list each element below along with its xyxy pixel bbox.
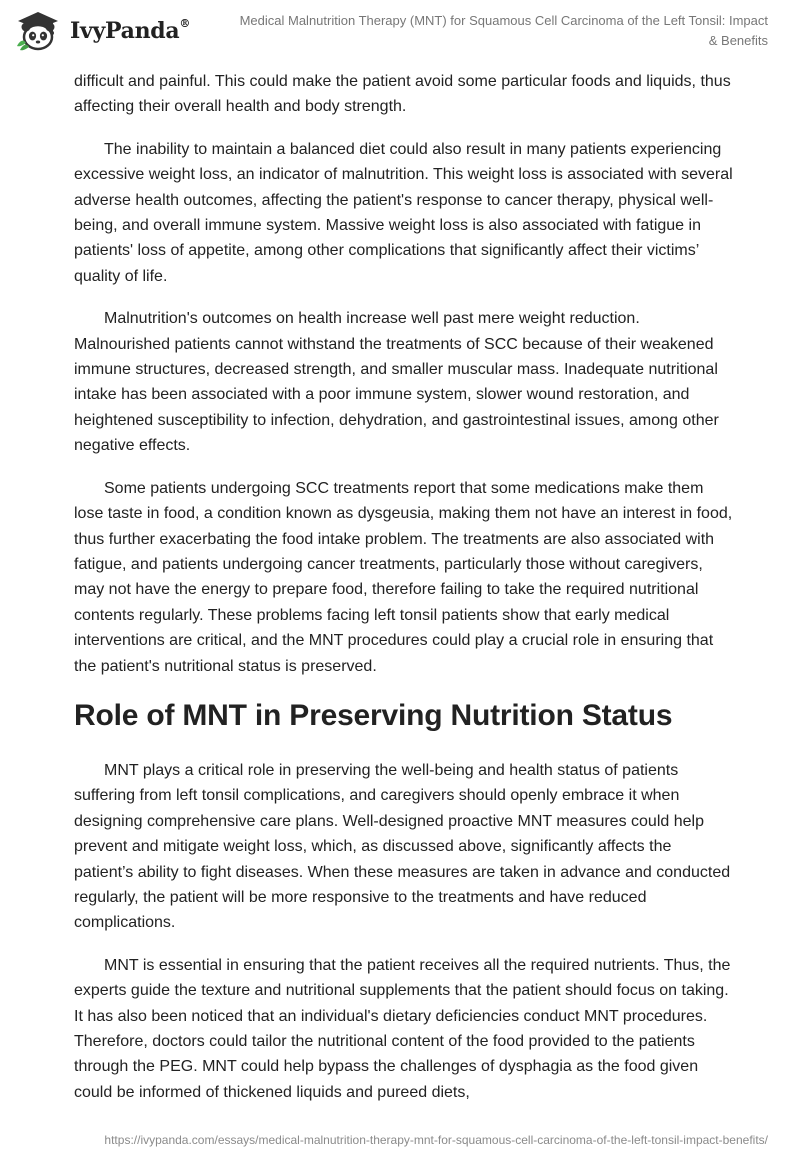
paragraph-mnt-nutrients: MNT is essential in ensuring that the patient receives all the required nutrients. Thus, the experts guide the texture and nutritional supplements that the patient should focus on taking. It has also been noticed that an individual's dietary deficiencies conduct MNT procedures. Therefore, doctors could tailor the nutritional content of the food provided to the patients through the PEG. MNT could help bypass the challenges of dysphagia as the food given could be informed of thickened liquids and pureed diets, xyxy=(74,956,731,1101)
paragraph-weight-loss: The inability to maintain a balanced diet could also result in many patients experiencing excessive weight loss, an indicator of malnutrition. This weight loss is associated with several adverse health outcomes, affecting the patient's response to cancer therapy, physical well-being, and overall immune system. Massive weight loss is also associated with fatigue in patients' loss of appetite, among other complications that significantly affect their victims’ quality of life. xyxy=(74,140,733,285)
page-header xyxy=(0,0,800,70)
source-url[interactable]: https://ivypanda.com/essays/medical-malnutrition-therapy-mnt-for-squamous-cell-carcinoma-of-the-left-tonsil-impact-benefits/ xyxy=(104,1133,768,1147)
article-body xyxy=(74,69,734,1122)
panda-graduate-logo-icon xyxy=(14,8,64,52)
paragraph-mnt-role: MNT plays a critical role in preserving the well-being and health status of patients suffering from left tonsil complications, and caregivers should openly embrace it when designing comprehensive care plans. Well-designed proactive MNT measures could help prevent and mitigate weight loss, which, as discussed above, significantly affects the patient’s ability to fight diseases. When these measures are taken in advance and conducted regularly, the patient will be more responsive to the treatments and have reduced complications. xyxy=(74,761,731,932)
ivypanda-logo-link[interactable] xyxy=(14,8,190,52)
paragraph-malnutrition-outcomes: Malnutrition's outcomes on health increase well past mere weight reduction. Malnourished patients cannot withstand the treatments of SCC because of their weakened immune structures, decreased strength, and smaller muscular mass. Inadequate nutritional intake has been associated with a poor immune system, slower wound restoration, and heightened susceptibility to infection, dehydration, and gastrointestinal issues, among other negative effects. xyxy=(74,310,719,455)
section-heading: Role of MNT in Preserving Nutrition Status xyxy=(74,698,673,732)
paragraph-dysgeusia: Some patients undergoing SCC treatments report that some medications make them lose taste in food, a condition known as dysgeusia, making them not have an interest in food, thus further exacerbating the food intake problem. The treatments are also associated with fatigue, and patients undergoing cancer treatments, particularly those without caregivers, may not have the energy to prepare food, therefore failing to take the required nutritional contents regularly. These problems facing left tonsil patients show that early medical interventions are critical, and the MNT procedures could play a crucial role in ensuring that the patient's nutritional status is preserved. xyxy=(74,479,733,675)
document-title: Medical Malnutrition Therapy (MNT) for Squamous Cell Carcinoma of the Left Tonsil: Impact & Benefits xyxy=(239,13,768,48)
paragraph-continuation: difficult and painful. This could make the patient avoid some particular foods and liquids, thus affecting their overall health and body strength. xyxy=(74,73,731,116)
logo-wordmark: IvyPanda® xyxy=(70,16,191,44)
